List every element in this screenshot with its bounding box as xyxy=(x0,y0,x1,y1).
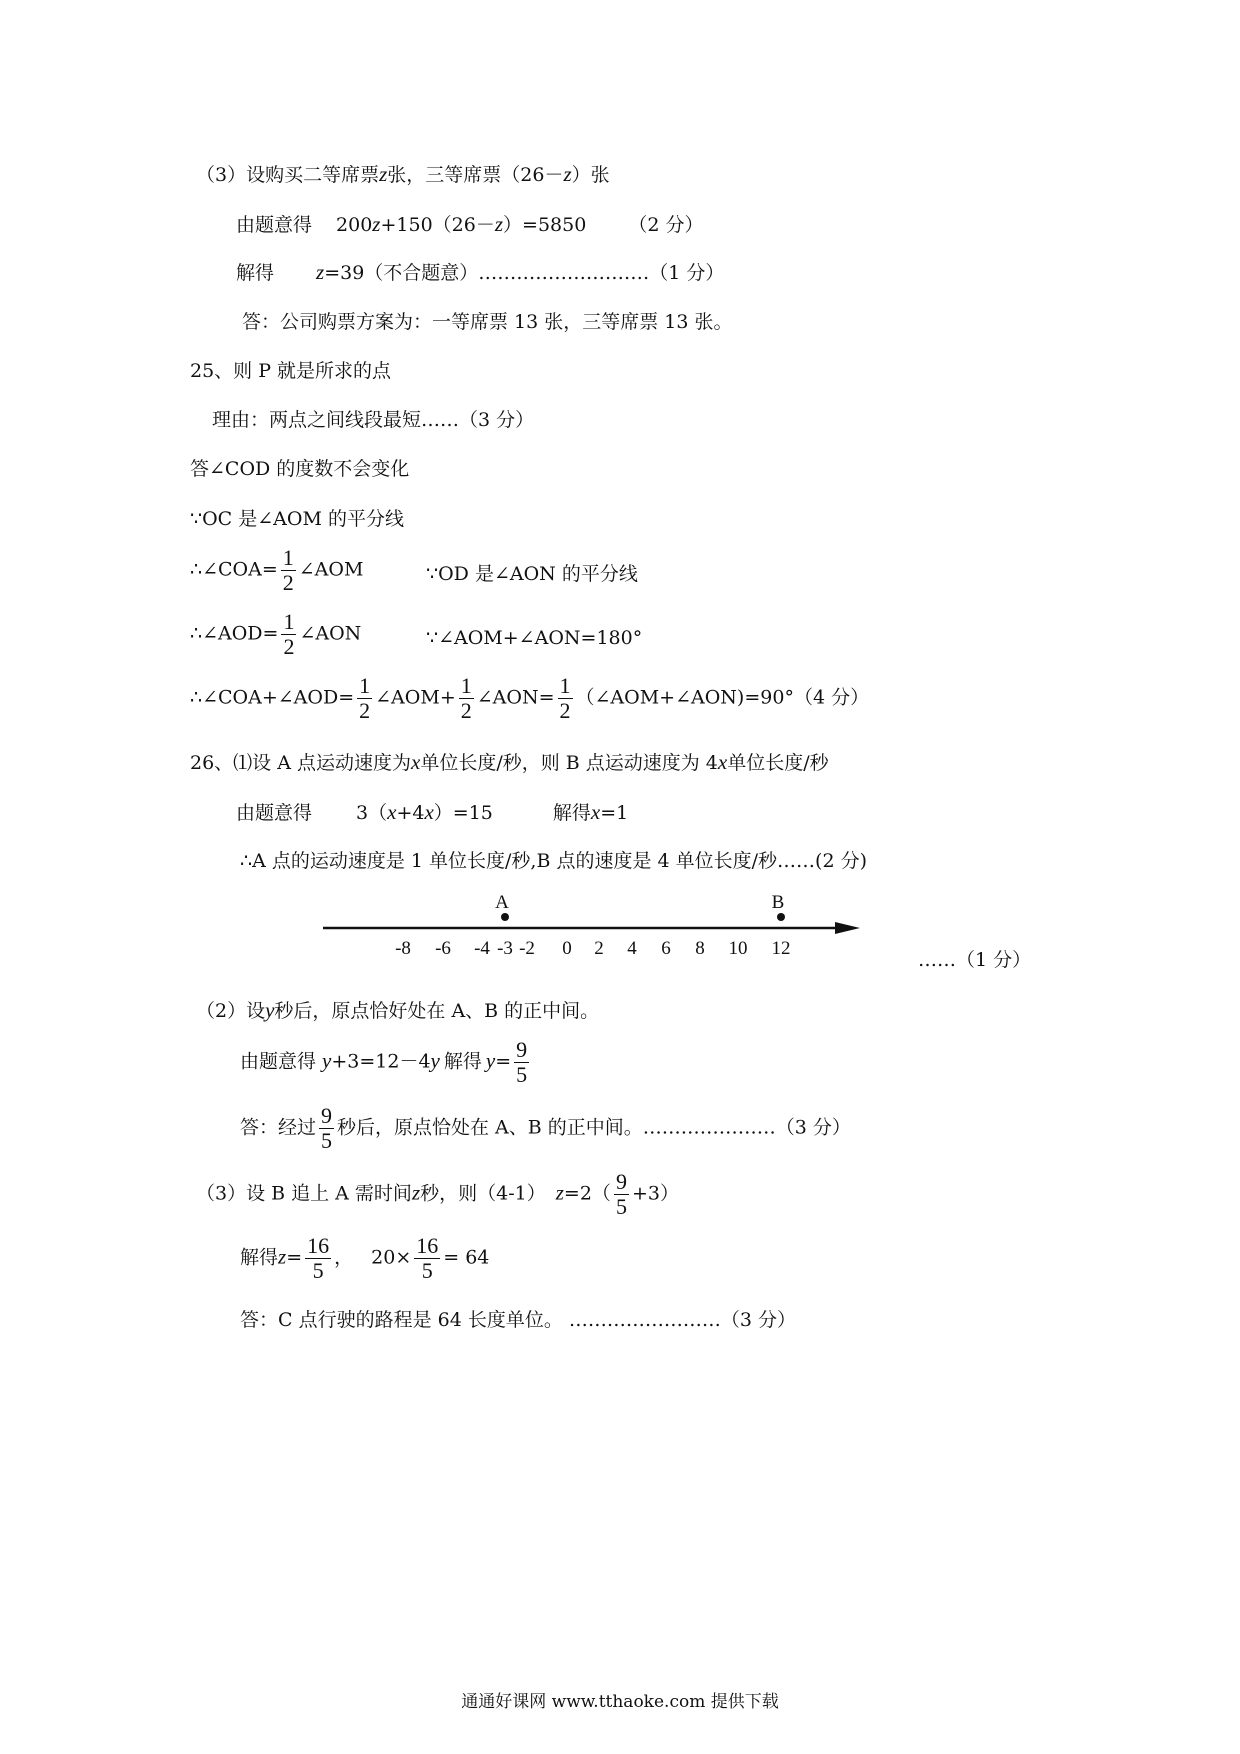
q25-line-aod: ∴∠AOD= $\frac{1}{2}$ ∠AON xyxy=(190,609,362,659)
q25-bisector-oc: ∵OC 是∠AOM 的平分线 xyxy=(190,508,404,530)
arrow-head-icon xyxy=(835,922,860,934)
point-a xyxy=(501,913,509,921)
q26-part3-line-2: 解得z= $\frac{16}{5}$ ， 20× $\frac{16}{5}$ = 64 xyxy=(240,1233,490,1283)
point-b-label: B xyxy=(771,892,785,913)
tick-label: 0 xyxy=(562,938,572,959)
q26-line-3: ∴A 点的运动速度是 1 单位长度/秒,B 点的速度是 4 单位长度/秒……(2 分) xyxy=(240,850,867,872)
tick-label: 10 xyxy=(728,938,748,959)
q25-reason: 理由：两点之间线段最短……（3 分） xyxy=(212,409,535,431)
fraction-sixteen-fifths: $\frac{16}{5}$ xyxy=(416,1233,439,1283)
tick-label: -8 xyxy=(395,938,411,959)
footer-credit: 通通好课网 www.tthaoke.com 提供下载 xyxy=(461,1692,779,1712)
fraction-half: $\frac{1}{2}$ xyxy=(559,673,571,723)
q25-line-1: 25、则 P 就是所求的点 xyxy=(190,360,392,382)
q26-part2-line-2: 由题意得 y+3=12－4y 解得 y= $\frac{9}{5}$ xyxy=(240,1037,528,1087)
number-line xyxy=(315,888,875,960)
point-a-label: A xyxy=(495,892,509,913)
fraction-half: $\frac{1}{2}$ xyxy=(282,545,294,595)
fraction-nine-fifths: $\frac{9}{5}$ xyxy=(516,1037,528,1087)
fraction-half: $\frac{1}{2}$ xyxy=(359,673,371,723)
tick-label: 2 xyxy=(594,938,604,959)
fraction-nine-fifths: $\frac{9}{5}$ xyxy=(615,1169,627,1219)
q24-answer: 答：公司购票方案为：一等席票 13 张，三等席票 13 张。 xyxy=(242,311,733,333)
tick-label: 6 xyxy=(661,938,671,959)
q24-line-2: 由题意得 200z+150（26－z）=5850 （2 分） xyxy=(236,212,704,236)
tick-label: -2 xyxy=(519,938,535,959)
q25-bisector-od: ∵OD 是∠AON 的平分线 xyxy=(426,563,638,585)
q24-line-3: 解得 z=39（不合题意）………………………（1 分） xyxy=(236,260,725,284)
number-line-score: ……（1 分） xyxy=(918,949,1032,971)
q25-angle-sum: ∵∠AOM+∠AON=180° xyxy=(426,627,643,649)
tick-label: -4 xyxy=(474,938,490,959)
q25-line-coa: ∴∠COA= $\frac{1}{2}$ ∠AOM xyxy=(190,545,364,595)
tick-label: -6 xyxy=(435,938,451,959)
tick-label: 8 xyxy=(695,938,705,959)
q26-part3-line-1: （3）设 B 追上 A 需时间z秒，则（4-1） z=2（ $\frac{9}{5}$ +3） xyxy=(196,1169,679,1219)
q26-line-2: 由题意得 3（x+4x）=15 解得x=1 xyxy=(236,800,629,824)
fraction-nine-fifths: $\frac{9}{5}$ xyxy=(321,1103,333,1153)
q26-part2-line-1: （2）设y秒后，原点恰好处在 A、B 的正中间。 xyxy=(196,998,600,1022)
tick-label: 12 xyxy=(771,938,791,959)
q24-line-1: （3）设购买二等席票z张，三等席票（26－z）张 xyxy=(196,162,610,186)
q26-part3-answer: 答：C 点行驶的路程是 64 长度单位。 ……………………（3 分） xyxy=(240,1309,797,1331)
fraction-half: $\frac{1}{2}$ xyxy=(460,673,472,723)
tick-label: -3 xyxy=(497,938,513,959)
q26-line-1: 26、⑴设 A 点运动速度为x单位长度/秒，则 B 点运动速度为 4x单位长度/秒 xyxy=(190,750,829,774)
q26-part2-answer: 答：经过 $\frac{9}{5}$ 秒后，原点恰处在 A、B 的正中间。…………………（3 分） xyxy=(240,1103,851,1153)
tick-labels xyxy=(395,938,790,959)
point-b xyxy=(777,913,785,921)
q25-answer: 答∠COD 的度数不会变化 xyxy=(190,458,410,480)
tick-label: 4 xyxy=(627,938,637,959)
fraction-sixteen-fifths: $\frac{16}{5}$ xyxy=(307,1233,330,1283)
fraction-half: $\frac{1}{2}$ xyxy=(283,609,295,659)
q25-line-cod: ∴∠COA+∠AOD= $\frac{1}{2}$ ∠AOM+ $\frac{1}{2}$ ∠AON= $\frac{1}{2}$ （∠AOM+∠AON)=90°（4 分） xyxy=(190,673,870,723)
